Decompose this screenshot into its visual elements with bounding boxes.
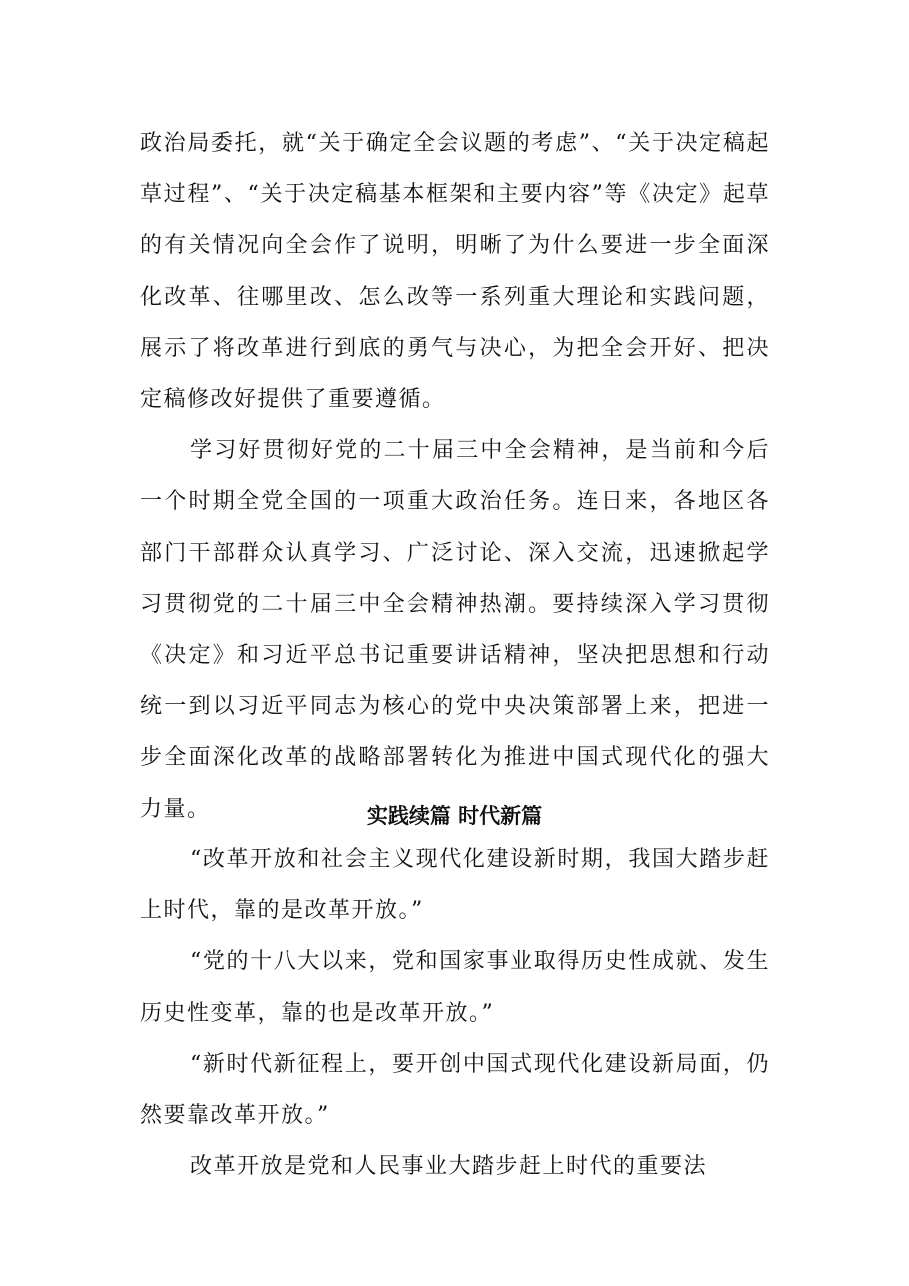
body-text-lower — [140, 834, 770, 1192]
paragraph-study-spirit: 学习好贯彻好党的二十届三中全会精神，是当前和今后一个时期全党全国的一项重大政治任务。连日来，各地区各部门干部群众认真学习、广泛讨论、深入交流，迅速掀起学习贯彻党的二十届三中全会精神热潮。要持续深入学习贯彻《决定》和习近平总书记重要讲话精神，坚决把思想和行动统一到以习近平同志为核心的党中央决策部署上来，把进一步全面深化改革的战略部署转化为推进中国式现代化的强大力量。 — [140, 438, 770, 822]
body-text-upper — [140, 118, 770, 835]
paragraph-continuation: 政治局委托，就“关于确定全会议题的考虑”、“关于决定稿起草过程”、“关于决定稿基本框架和主要内容”等《决定》起草的有关情况向全会作了说明，明晰了为什么要进一步全面深化改革、往哪里改、怎么改等一系列重大理论和实践问题，展示了将改革进行到底的勇气与决心，为把全会开好、把决定稿修改好提供了重要遵循。 — [140, 131, 770, 413]
quote-paragraph-1: “改革开放和社会主义现代化建设新时期，我国大踏步赶上时代，靠的是改革开放。” — [140, 847, 770, 924]
quote-paragraph-2: “党的十八大以来，党和国家事业取得历史性成就、发生历史性变革，靠的也是改革开放。” — [140, 949, 770, 1026]
quote-paragraph-3: “新时代新征程上，要开创中国式现代化建设新局面，仍然要靠改革开放。” — [140, 1051, 770, 1129]
section-heading: 实践续篇 时代新篇 — [366, 804, 543, 828]
paragraph-reform-opening: 改革开放是党和人民事业大踏步赶上时代的重要法 — [190, 1154, 708, 1180]
